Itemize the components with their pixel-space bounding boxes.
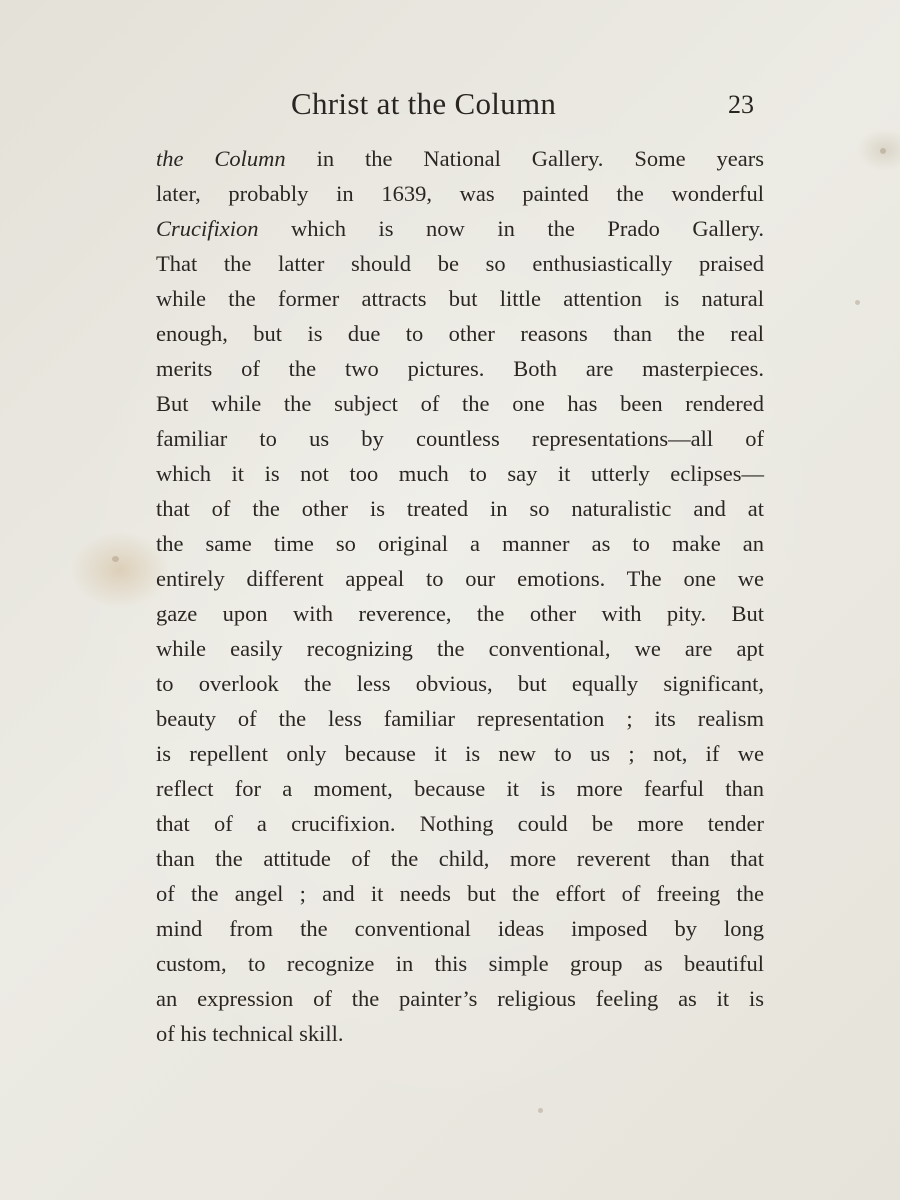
body-text xyxy=(156,141,764,1051)
text-line: later, probably in 1639, was painted the wonderful xyxy=(156,181,764,206)
foxing-spot xyxy=(880,148,886,154)
text-line: mind from the conventional ideas imposed by long xyxy=(156,916,764,941)
text-line: than the attitude of the child, more reverent than that xyxy=(156,846,764,871)
italic-title: the Column xyxy=(156,146,286,171)
foxing-spot xyxy=(112,556,119,562)
text-line: that of a crucifixion. Nothing could be more tender xyxy=(156,811,764,836)
text-line: That the latter should be so enthusiastically praised xyxy=(156,251,764,276)
text-line: that of the other is treated in so naturalistic and at xyxy=(156,496,764,521)
text-line: to overlook the less obvious, but equally significant, xyxy=(156,671,764,696)
page-title: Christ at the Column xyxy=(291,86,557,121)
text-line: custom, to recognize in this simple group as beautiful xyxy=(156,951,764,976)
text-line: which it is not too much to say it utterly eclipses— xyxy=(156,461,764,486)
text-line: Crucifixion which is now in the Prado Gallery. xyxy=(156,216,764,241)
text-line: the same time so original a manner as to make an xyxy=(156,531,764,556)
italic-title: Crucifixion xyxy=(156,216,259,241)
foxing-spot xyxy=(538,1108,543,1113)
text-line: merits of the two pictures. Both are masterpieces. xyxy=(156,356,764,381)
text-line: an expression of the painter’s religious feeling as it is xyxy=(156,986,764,1011)
text-line: of the angel ; and it needs but the effort of freeing the xyxy=(156,881,764,906)
page-number: 23 xyxy=(728,90,754,119)
text-line: familiar to us by countless representations—all of xyxy=(156,426,764,451)
text-line: enough, but is due to other reasons than the real xyxy=(156,321,764,346)
running-head xyxy=(156,86,764,134)
text-line: reflect for a moment, because it is more fearful than xyxy=(156,776,764,801)
text-line: But while the subject of the one has been rendered xyxy=(156,391,764,416)
text-line: beauty of the less familiar representation ; its realism xyxy=(156,706,764,731)
text-line: the Column in the National Gallery. Some years xyxy=(156,146,764,171)
foxing-spot xyxy=(855,300,860,305)
text-line: while easily recognizing the conventional, we are apt xyxy=(156,636,764,661)
text-line: entirely different appeal to our emotions. The one we xyxy=(156,566,764,591)
text-line: of his technical skill. xyxy=(156,1021,344,1046)
text-line: while the former attracts but little attention is natural xyxy=(156,286,764,311)
text-line: gaze upon with reverence, the other with pity. But xyxy=(156,601,764,626)
text-line: is repellent only because it is new to us ; not, if we xyxy=(156,741,764,766)
